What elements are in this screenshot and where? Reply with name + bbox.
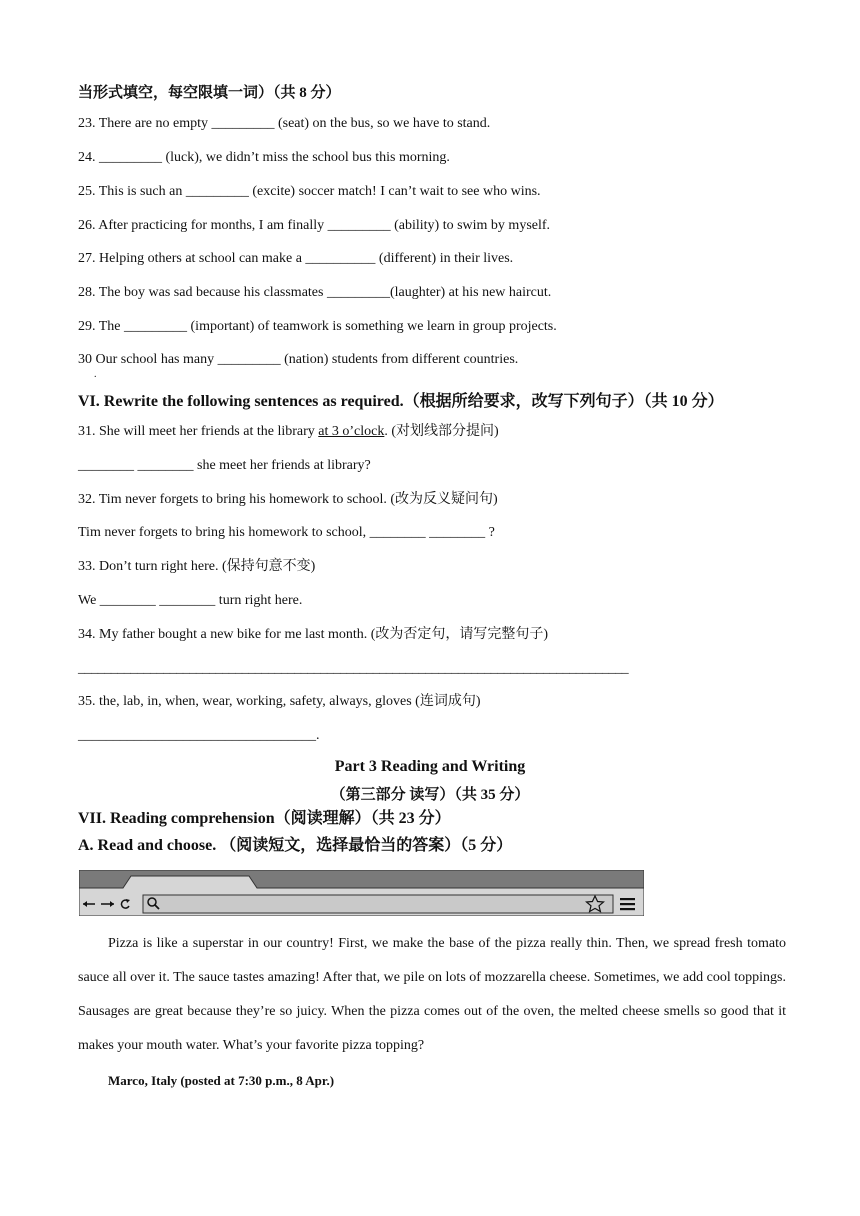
question-31-instruction: . (对划线部分提问) (384, 424, 499, 439)
part3-title: Part 3 Reading and Writing (334, 758, 526, 775)
section-vii-heading: VII. Reading comprehension（阅读理解）（共 23 分） (78, 810, 451, 827)
question-30-dot: . (94, 369, 97, 380)
browser-window-image (79, 870, 644, 916)
question-32: 32. Tim never forgets to bring his homework to school. (改为反义疑问句) (78, 492, 498, 507)
section-vi-heading: VI. Rewrite the following sentences as required.（根据所给要求，改写下列句子）（共 10 分） (78, 393, 724, 410)
question-27: 27. Helping others at school can make a __________ (different) in their lives. (78, 251, 514, 266)
question-28: 28. The boy was sad because his classmates _________(laughter) at his new haircut. (78, 285, 552, 300)
section-a-heading: A. Read and choose. （阅读短文，选择最恰当的答案）（5 分） (78, 837, 513, 854)
reading-passage: Pizza is like a superstar in our country! First, we make the base of the pizza really thin. Then, we spread fresh tomato sauce all over it. The sauce tastes amazing! After that, we pile on lots of mozzarella cheese. Sometimes, we add cool toppings. Sausages are great because they’re so juicy. When the pizza comes out of the oven, the melted cheese smells so good that it makes your mouth water. What’s your favorite pizza topping? (78, 936, 786, 1053)
question-26: 26. After practicing for months, I am finally _________ (ability) to swim by myself. (78, 218, 551, 233)
question-30: 30 Our school has many _________ (nation) students from different countries. (78, 352, 519, 367)
question-34: 34. My father bought a new bike for me last month. (改为否定句，请写完整句子) (78, 627, 549, 642)
question-29: 29. The _________ (important) of teamwork is something we learn in group projects. (78, 319, 557, 334)
question-25: 25. This is such an _________ (excite) soccer match! I can’t wait to see who wins. (78, 184, 541, 199)
question-31-text: 31. She will meet her friends at the library (78, 424, 319, 439)
question-33: 33. Don’t turn right here. (保持句意不变) (78, 559, 316, 574)
menu-icon (620, 898, 635, 910)
question-33-answer-line: We ________ ________ turn right here. (78, 593, 303, 608)
question-24: 24. _________ (luck), we didn’t miss the school bus this morning. (78, 150, 450, 165)
question-31-underlined: at 3 o’clock (318, 424, 385, 439)
part3-chinese-title: （第三部分 读写）（共 35 分） (330, 787, 530, 803)
question-35-answer-line: __________________________________. (78, 728, 320, 743)
question-31-answer-line: ________ ________ she meet her friends at library? (78, 458, 371, 473)
question-35: 35. the, lab, in, when, wear, working, safety, always, gloves (连词成句) (78, 694, 481, 709)
question-31 (78, 423, 499, 441)
passage-signature: Marco, Italy (posted at 7:30 p.m., 8 Apr.) (108, 1073, 335, 1088)
section-v-instruction-tail: 当形式填空，每空限填一词）（共 8 分） (78, 85, 341, 101)
question-32-answer-line: Tim never forgets to bring his homework to school, ________ ________ ? (78, 525, 495, 540)
question-23: 23. There are no empty _________ (seat) on the bus, so we have to stand. (78, 116, 491, 131)
question-34-answer-line: ____________________________________________________________________________________ (78, 661, 629, 676)
